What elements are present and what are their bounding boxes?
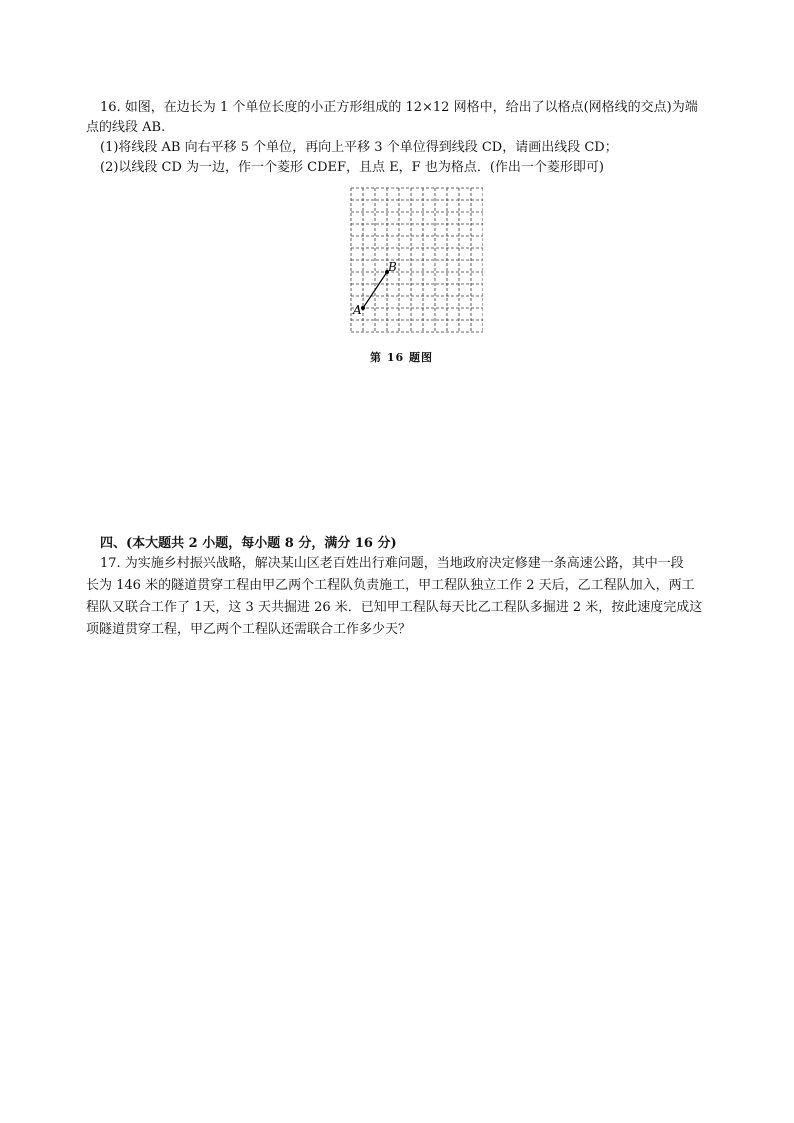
point-a-label: A bbox=[353, 303, 362, 317]
figure-caption: 第 16 题图 bbox=[370, 351, 433, 364]
q16-part-2: (2)以线段 CD 为一边，作一个菱形 CDEF，且点 E，F 也为格点．(作出一个菱形即可) bbox=[100, 160, 604, 175]
section-4-heading: 四、(本大题共 2 小题，每小题 8 分，满分 16 分) bbox=[100, 536, 397, 551]
q16-text-line-2: 点的线段 AB. bbox=[86, 120, 166, 135]
figure-grid bbox=[339, 186, 483, 338]
q16-text-line-1: 16. 如图，在边长为 1 个单位长度的小正方形组成的 12×12 网格中，给出了以格点(网格线的交点)为端 bbox=[100, 100, 698, 115]
q16-part-1: (1)将线段 AB 向右平移 5 个单位，再向上平移 3 个单位得到线段 CD，请画出线段 CD； bbox=[100, 140, 618, 155]
q17-text-line-2: 长为 146 米的隧道贯穿工程由甲乙两个工程队负责施工，甲工程队独立工作 2 天后，乙工程队加入，两工 bbox=[86, 578, 695, 593]
q17-text-line-4: 项隧道贯穿工程，甲乙两个工程队还需联合工作多少天？ bbox=[86, 622, 412, 637]
segment-ab bbox=[363, 272, 387, 308]
q17-text-line-3: 程队又联合工作了 1天，这 3 天共掘进 26 米．已知甲工程队每天比乙工程队多掘进 2 米，按此速度完成这 bbox=[86, 600, 703, 615]
point-b-label: B bbox=[388, 260, 397, 274]
q17-text-line-1: 17. 为实施乡村振兴战略，解决某山区老百姓出行难问题，当地政府决定修建一条高速公路，其中一段 bbox=[100, 556, 684, 571]
